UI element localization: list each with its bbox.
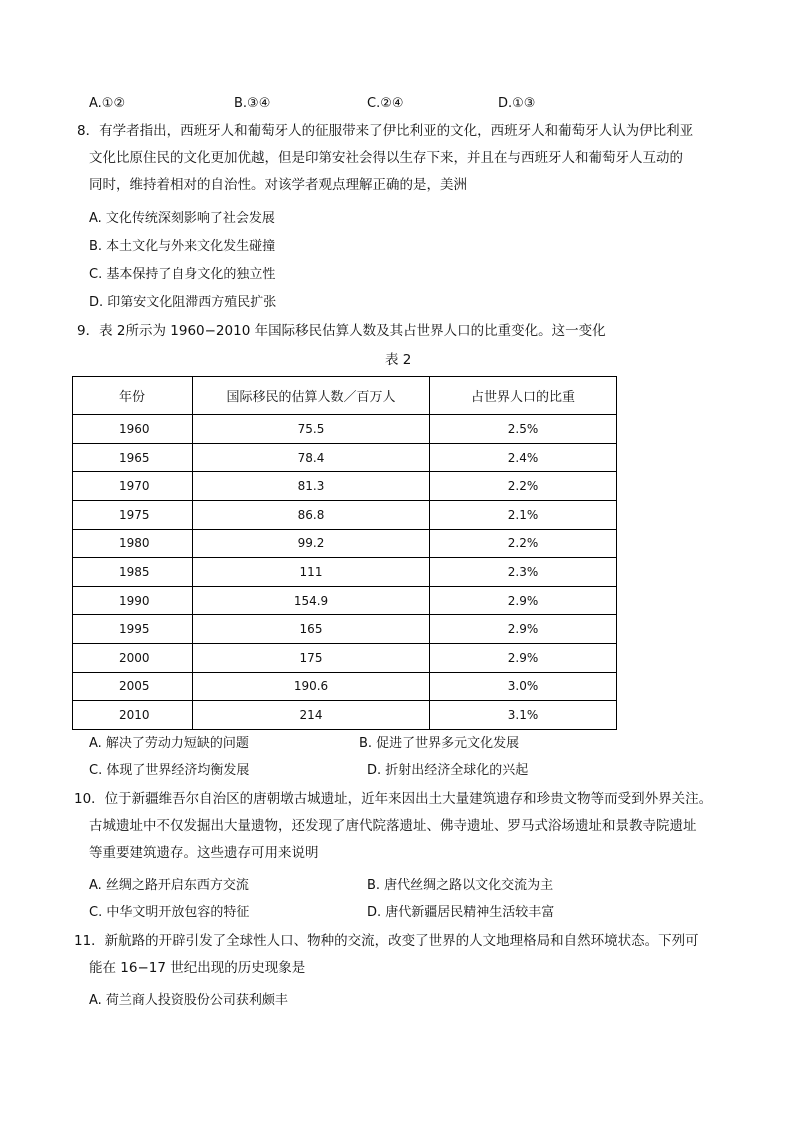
q10-option-d: D. 唐代新疆居民精神生活较丰富 [367, 905, 555, 920]
q9-option-a: A. 解决了劳动力短缺的问题 [89, 736, 249, 751]
header-share: 占世界人口的比重 [430, 377, 617, 415]
cell-year: 2000 [73, 644, 193, 673]
cell-migrants: 86.8 [193, 500, 430, 529]
cell-share: 2.2% [430, 529, 617, 558]
cell-year: 1975 [73, 500, 193, 529]
q9-option-c: C. 体现了世界经济均衡发展 [89, 763, 250, 778]
table-row [73, 558, 617, 587]
cell-migrants: 111 [193, 558, 430, 587]
q9-stem: 9．表 2所示为 1960−2010 年国际移民估算人数及其占世界人口的比重变化。这一变化 [77, 323, 606, 339]
q7-option-a: A.①② [89, 96, 126, 111]
q8-stem-line-2: 文化比原住民的文化更加优越，但是印第安社会得以生存下来，并且在与西班牙人和葡萄牙人互动的 [89, 150, 683, 166]
cell-year: 1990 [73, 586, 193, 615]
q10-stem-line-3: 等重要建筑遗存。这些遗存可用来说明 [89, 845, 319, 861]
q9-option-d: D. 折射出经济全球化的兴起 [367, 763, 529, 778]
q8-option-b: B. 本土文化与外来文化发生碰撞 [89, 239, 276, 254]
cell-share: 3.1% [430, 701, 617, 730]
table-row [73, 672, 617, 701]
header-migrants: 国际移民的估算人数／百万人 [193, 377, 430, 415]
q7-option-b: B.③④ [234, 96, 271, 111]
table-row [73, 472, 617, 501]
cell-migrants: 99.2 [193, 529, 430, 558]
table-header-row [73, 377, 617, 415]
q10-stem-line-2: 古城遗址中不仅发掘出大量遗物，还发现了唐代院落遗址、佛寺遗址、罗马式浴场遗址和景教寺院遗址 [89, 818, 697, 834]
q10-option-c: C. 中华文明开放包容的特征 [89, 905, 250, 920]
table-row [73, 586, 617, 615]
cell-migrants: 78.4 [193, 443, 430, 472]
cell-share: 2.9% [430, 644, 617, 673]
table-row [73, 443, 617, 472]
cell-year: 2005 [73, 672, 193, 701]
q10-option-b: B. 唐代丝绸之路以文化交流为主 [367, 878, 554, 893]
table-row [73, 701, 617, 730]
q8-option-c: C. 基本保持了自身文化的独立性 [89, 267, 276, 282]
cell-year: 1985 [73, 558, 193, 587]
q9-option-b: B. 促进了世界多元文化发展 [359, 736, 520, 751]
q11-option-a: A. 荷兰商人投资股份公司获利颇丰 [89, 993, 288, 1008]
cell-migrants: 214 [193, 701, 430, 730]
q11-stem-line-2: 能在 16−17 世纪出现的历史现象是 [89, 960, 306, 976]
migration-table [72, 376, 617, 730]
q8-option-a: A. 文化传统深刻影响了社会发展 [89, 211, 275, 226]
cell-year: 1980 [73, 529, 193, 558]
table-row [73, 500, 617, 529]
cell-share: 2.3% [430, 558, 617, 587]
cell-year: 1960 [73, 415, 193, 444]
q10-option-a: A. 丝绸之路开启东西方交流 [89, 878, 249, 893]
table-row [73, 615, 617, 644]
table-row [73, 529, 617, 558]
cell-year: 1995 [73, 615, 193, 644]
cell-year: 1970 [73, 472, 193, 501]
cell-migrants: 81.3 [193, 472, 430, 501]
cell-migrants: 75.5 [193, 415, 430, 444]
cell-migrants: 154.9 [193, 586, 430, 615]
cell-share: 2.2% [430, 472, 617, 501]
q11-stem-line-1: 11．新航路的开辟引发了全球性人口、物种的交流，改变了世界的人文地理格局和自然环境状态。下列可 [74, 933, 699, 949]
cell-migrants: 165 [193, 615, 430, 644]
cell-share: 2.4% [430, 443, 617, 472]
cell-share: 3.0% [430, 672, 617, 701]
cell-migrants: 190.6 [193, 672, 430, 701]
cell-share: 2.5% [430, 415, 617, 444]
cell-share: 2.9% [430, 586, 617, 615]
cell-migrants: 175 [193, 644, 430, 673]
cell-year: 2010 [73, 701, 193, 730]
q8-stem-line-3: 同时，维持着相对的自治性。对该学者观点理解正确的是，美洲 [89, 177, 467, 193]
cell-year: 1965 [73, 443, 193, 472]
table-row [73, 644, 617, 673]
table-caption: 表 2 [385, 352, 412, 368]
q8-stem-line-1: 8．有学者指出，西班牙人和葡萄牙人的征服带来了伊比利亚的文化，西班牙人和葡萄牙人认为伊比利亚 [77, 123, 694, 139]
q7-option-d: D.①③ [498, 96, 536, 111]
header-year: 年份 [73, 377, 193, 415]
q8-option-d: D. 印第安文化阻滞西方殖民扩张 [89, 295, 277, 310]
cell-share: 2.1% [430, 500, 617, 529]
table-row [73, 415, 617, 444]
cell-share: 2.9% [430, 615, 617, 644]
q10-stem-line-1: 10．位于新疆维吾尔自治区的唐朝墩古城遗址，近年来因出土大量建筑遗存和珍贵文物等而受到外界关注。 [74, 791, 713, 807]
q7-option-c: C.②④ [367, 96, 404, 111]
